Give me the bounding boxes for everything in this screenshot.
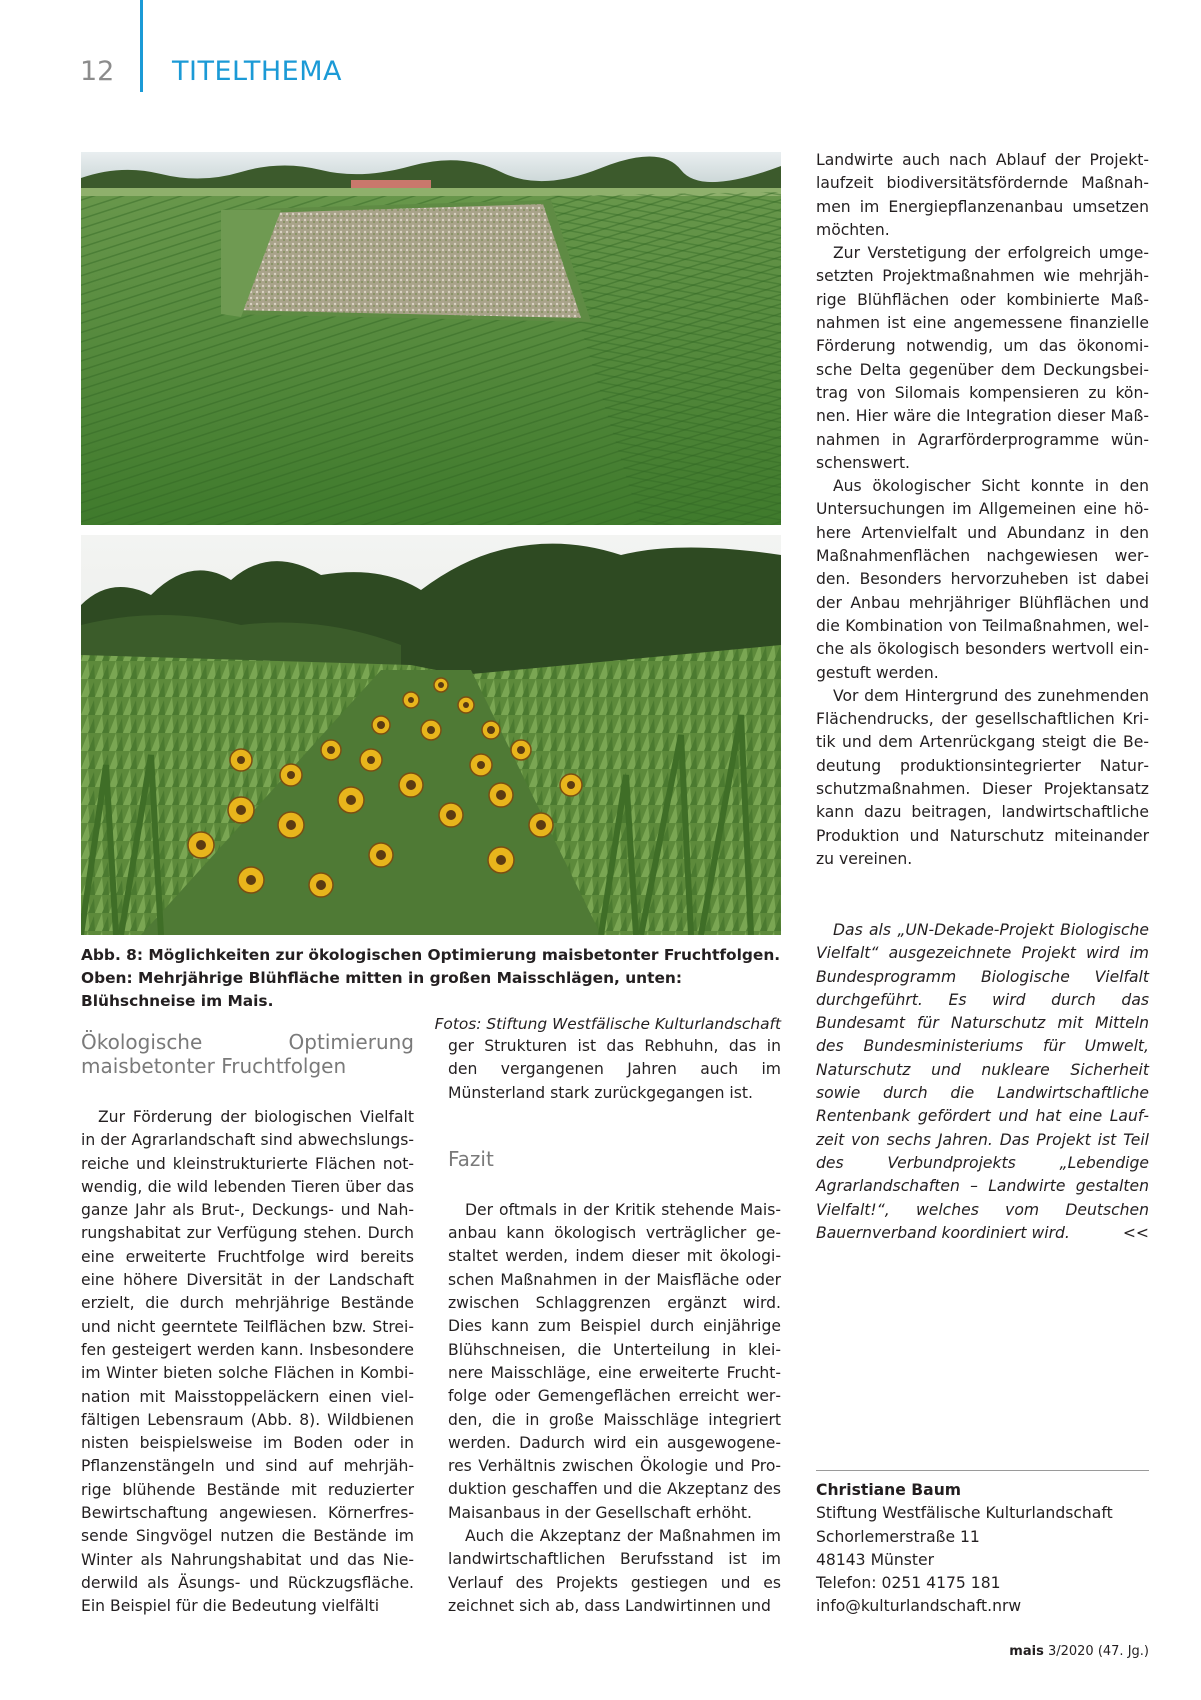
issue-info: 3/2020 (47. Jg.) [1047,1644,1149,1659]
header-rule [140,0,143,92]
author-organization: Stiftung Westfälische Kulturlandschaft [816,1504,1113,1523]
caption-text: Abb. 8: Möglichkeiten zur ökologischen Optimierung maisbetonter Fruchtfolgen. Oben: Mehrjährige Blühfläche mitten in großen Maisschlägen, unten: Blühschneise im Mais. [81,946,781,1010]
figure-caption [81,944,781,1036]
author-city: 48143 Münster [816,1550,935,1569]
magazine-name: mais [1009,1644,1044,1659]
paragraph: Zur Förderung der biologischen Vielfalt in der Agrarlandschaft sind abwechslungsreiche und kleinstrukturierte Flächen notwendig, die wild lebenden Tieren über das ganze Jahr als Brut-, Deckungs- und Nahrungshabitat zur Verfügung stehen. Durch eine erweiterte Fruchtfolge wird bereits eine höhere Diversität in der Landschaft erzielt, die durch mehrjährige Bestände und nicht geerntete Teilflächen bzw. Streifen gesteigert werden kann. Insbesondere im Winter bieten solche Flächen in Kombination mit Maisstoppeläckern einen vielfältigen Lebensraum (Abb. 8). Wildbienen nisten beispielsweise im Boden oder in Pflanzenstängeln und sind auf mehrjährige blühende Bestände mit reduzierter Bewirtschaftung angewiesen. Körnerfressende Singvögel nutzen die Bestände im Winter als Nahrungshabitat und das Niederwild als Äsungs- und Rückzugsfläche. Ein Beispiel für die Bedeutung vielfälti [81,1108,414,1616]
column-2 [448,1035,781,1618]
project-info-body: Das als „UN-Dekade-Projekt Biologische Vielfalt“ ausgezeichnete Projekt wird im Bundesprogramm Biologische Vielfalt durchgeführt. Es wird durch das Bundesamt für Naturschutz mit Mitteln des Bundesministeriums für Umwelt, Naturschutz und nukleare Sicherheit sowie durch die Landwirtschaftliche Rentenbank gefördert und hat eine Laufzeit von sechs Jahren. Das Projekt ist Teil des Verbundprojekts „Lebendige Agrarlandschaften – Landwirte gestalten Vielfalt!“, welches vom Deutschen Bauernverband koordiniert wird. [816,921,1149,1242]
author-contact [816,1470,1149,1619]
project-info-box [816,919,1149,1245]
photo-sunflower-strip [81,535,781,935]
page-number: 12 [80,56,115,87]
paragraph: Auch die Akzeptanz der Maßnahmen im landwirtschaftlichen Berufsstand ist im Verlauf des Projekts gestiegen und es zeichnet sich ab, dass Landwirtinnen und [448,1527,781,1615]
paragraph: Zur Verstetigung der erfolgreich umgesetzten Projektmaßnahmen wie mehrjährige Blühflächen oder kombinierte Maßnahmen ist eine angemessene finanzielle Förderung notwendig, um das ökonomische Delta gegenüber dem Deckungsbeitrag von Silomais kompensieren zu können. Hier wäre die Integration dieser Maßnahmen in Agrarförderprogramme wünschenswert. [816,244,1149,472]
footer [1009,1644,1149,1659]
author-email[interactable]: info@kulturlandschaft.nrw [816,1597,1022,1616]
paragraph: Aus ökologischer Sicht konnte in den Untersuchungen im Allgemeinen eine höhere Artenvielfalt und Abundanz in den Maßnahmenflächen nachgewiesen werden. Besonders hervorzuheben ist dabei der Anbau mehrjähriger Blühflächen und die Kombination von Teilmaßnahmen, welche als ökologisch besonders wertvoll eingestuft werden. [816,477,1149,682]
section-heading: Ökologische Optimierung maisbetonter Fruchtfolgen [81,1030,414,1078]
end-mark: << [1122,1223,1149,1242]
author-name: Christiane Baum [816,1481,962,1499]
right-column-text [816,149,1149,871]
photo-credit: Fotos: Stiftung Westfälische Kulturlandschaft [434,1015,781,1033]
photo-aerial-flower-strip [81,152,781,525]
section-title: TITELTHEMA [172,56,342,87]
paragraph: Vor dem Hintergrund des zunehmenden Flächendrucks, der gesellschaftlichen Kritik und dem Artenrückgang steigt die Bedeutung produktionsintegrierter Naturschutzmaßnahmen. Dieser Projektansatz kann dazu beitragen, landwirtschaftliche Produktion und Naturschutz miteinander zu vereinen. [816,686,1149,868]
author-street: Schorlemerstraße 11 [816,1527,980,1546]
paragraph: Landwirte auch nach Ablauf der Projektlaufzeit biodiversitätsfördernde Maßnahmen im Energiepflanzenanbau umsetzen möchten. [816,151,1149,239]
project-info-text [816,919,1149,1245]
paragraph: ger Strukturen ist das Rebhuhn, das in den vergangenen Jahren auch im Münsterland stark zurückgegangen ist. [448,1037,781,1102]
column-1 [81,1030,414,1619]
section-heading-fazit: Fazit [448,1146,494,1171]
paragraph: Der oftmals in der Kritik stehende Maisanbau kann ökologisch verträglicher gestaltet werden, indem dieser mit ökologischen Maßnahmen in der Maisfläche oder zwischen Schlaggrenzen ergänzt wird. Dies kann zum Beispiel durch einjährige Blühschneisen, die Unterteilung in kleinere Maisschläge, eine erweiterte Fruchtfolge oder Gemengeflächen erreicht werden, die in große Maisschläge integriert werden. Dadurch wird ein ausgewogeneres Verhältnis zwischen Ökologie und Produktion geschaffen und die Akzeptanz des Maisanbaus in der Gesellschaft erhöht. [448,1200,781,1522]
author-phone: Telefon: 0251 4175 181 [816,1574,1001,1593]
